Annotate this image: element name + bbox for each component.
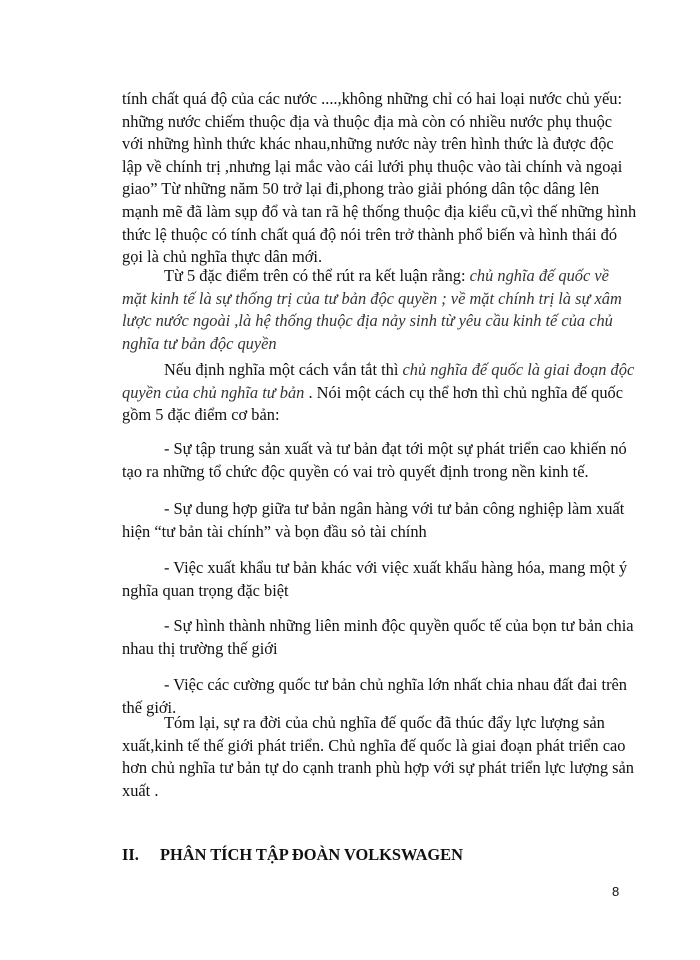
- paragraph-summary: Tóm lại, sự ra đời của chủ nghĩa đế quốc đã thúc đẩy lực lượng sản xuất,kinh tế thế giới phát triển. Chủ nghĩa đế quốc là giai đoạn phát triển cao hơn chủ nghĩa tư bản tự do cạnh tranh phù hợp với sự phát triển lực lượng sản xuất .: [122, 713, 634, 800]
- page-number: 8: [612, 884, 620, 899]
- bullet-item: - Sự dung hợp giữa tư bản ngân hàng với tư bản công nghiệp làm xuất hiện “tư bản tài chính” và bọn đầu sỏ tài chính: [122, 499, 625, 541]
- bullet-item: - Việc xuất khẩu tư bản khác với việc xuất khẩu hàng hóa, mang một ý nghĩa quan trọng đặc biệt: [122, 558, 628, 600]
- paragraph-definition-italic: chủ nghĩa đế quốc là giai đoạn độc quyền của chủ nghĩa tư bản: [122, 360, 635, 402]
- section-number: II.: [122, 845, 139, 864]
- section-heading: [122, 845, 463, 865]
- paragraph-conclusion: [122, 265, 637, 355]
- paragraph-definition: [122, 359, 637, 427]
- paragraph-conclusion-italic: chủ nghĩa đế quốc về mặt kinh tế là sự thống trị của tư bản độc quyền ; về mặt chính trị là sự xâm lược nước ngoài ,là hệ thống thuộc địa nảy sinh từ yêu cầu kinh tế của chủ nghĩa tư bản độc quyền: [122, 266, 622, 353]
- paragraph-definition-tail: . Nói một cách cụ thể hơn thì chủ nghĩa đế quốc gồm 5 đặc điểm cơ bản:: [122, 382, 624, 425]
- section-title: PHÂN TÍCH TẬP ĐOÀN VOLKSWAGEN: [160, 845, 463, 864]
- paragraph-neocolonialism: tính chất quá độ của các nước ....,không những chỉ có hai loại nước chủ yếu: những nước chiếm thuộc địa và thuộc địa mà còn có nhiều nước phụ thuộc với những hình thức khác nhau,những nước này trên hình thức là được độc lập về chính trị ,nhưng lại mắc vào cái lưới phụ thuộc vào tài chính và ngoại giao” Từ những năm 50 trở lại đi,phong trào giải phóng dân tộc dâng lên mạnh mẽ đã làm sụp đổ và tan rã hệ thống thuộc địa kiểu cũ,vì thế những hình thức lệ thuộc có tính chất quá độ nói trên trở thành phổ biến và hình thái đó gọi là chủ nghĩa thực dân mới.: [122, 89, 637, 267]
- bullet-item: - Việc các cường quốc tư bản chủ nghĩa lớn nhất chia nhau đất đai trên thế giới.: [122, 675, 627, 717]
- paragraph-definition-lead: Nếu định nghĩa một cách vắn tắt thì: [164, 360, 403, 379]
- bullet-item: - Sự tập trung sản xuất và tư bản đạt tới một sự phát triển cao khiến nó tạo ra những tổ chức độc quyền có vai trò quyết định trong nền kinh tế.: [122, 439, 627, 481]
- paragraph-conclusion-lead: Từ 5 đặc điểm trên có thể rút ra kết luận rằng:: [164, 266, 470, 285]
- bullet-item: - Sự hình thành những liên minh độc quyền quốc tế của bọn tư bản chia nhau thị trường thế giới: [122, 616, 634, 658]
